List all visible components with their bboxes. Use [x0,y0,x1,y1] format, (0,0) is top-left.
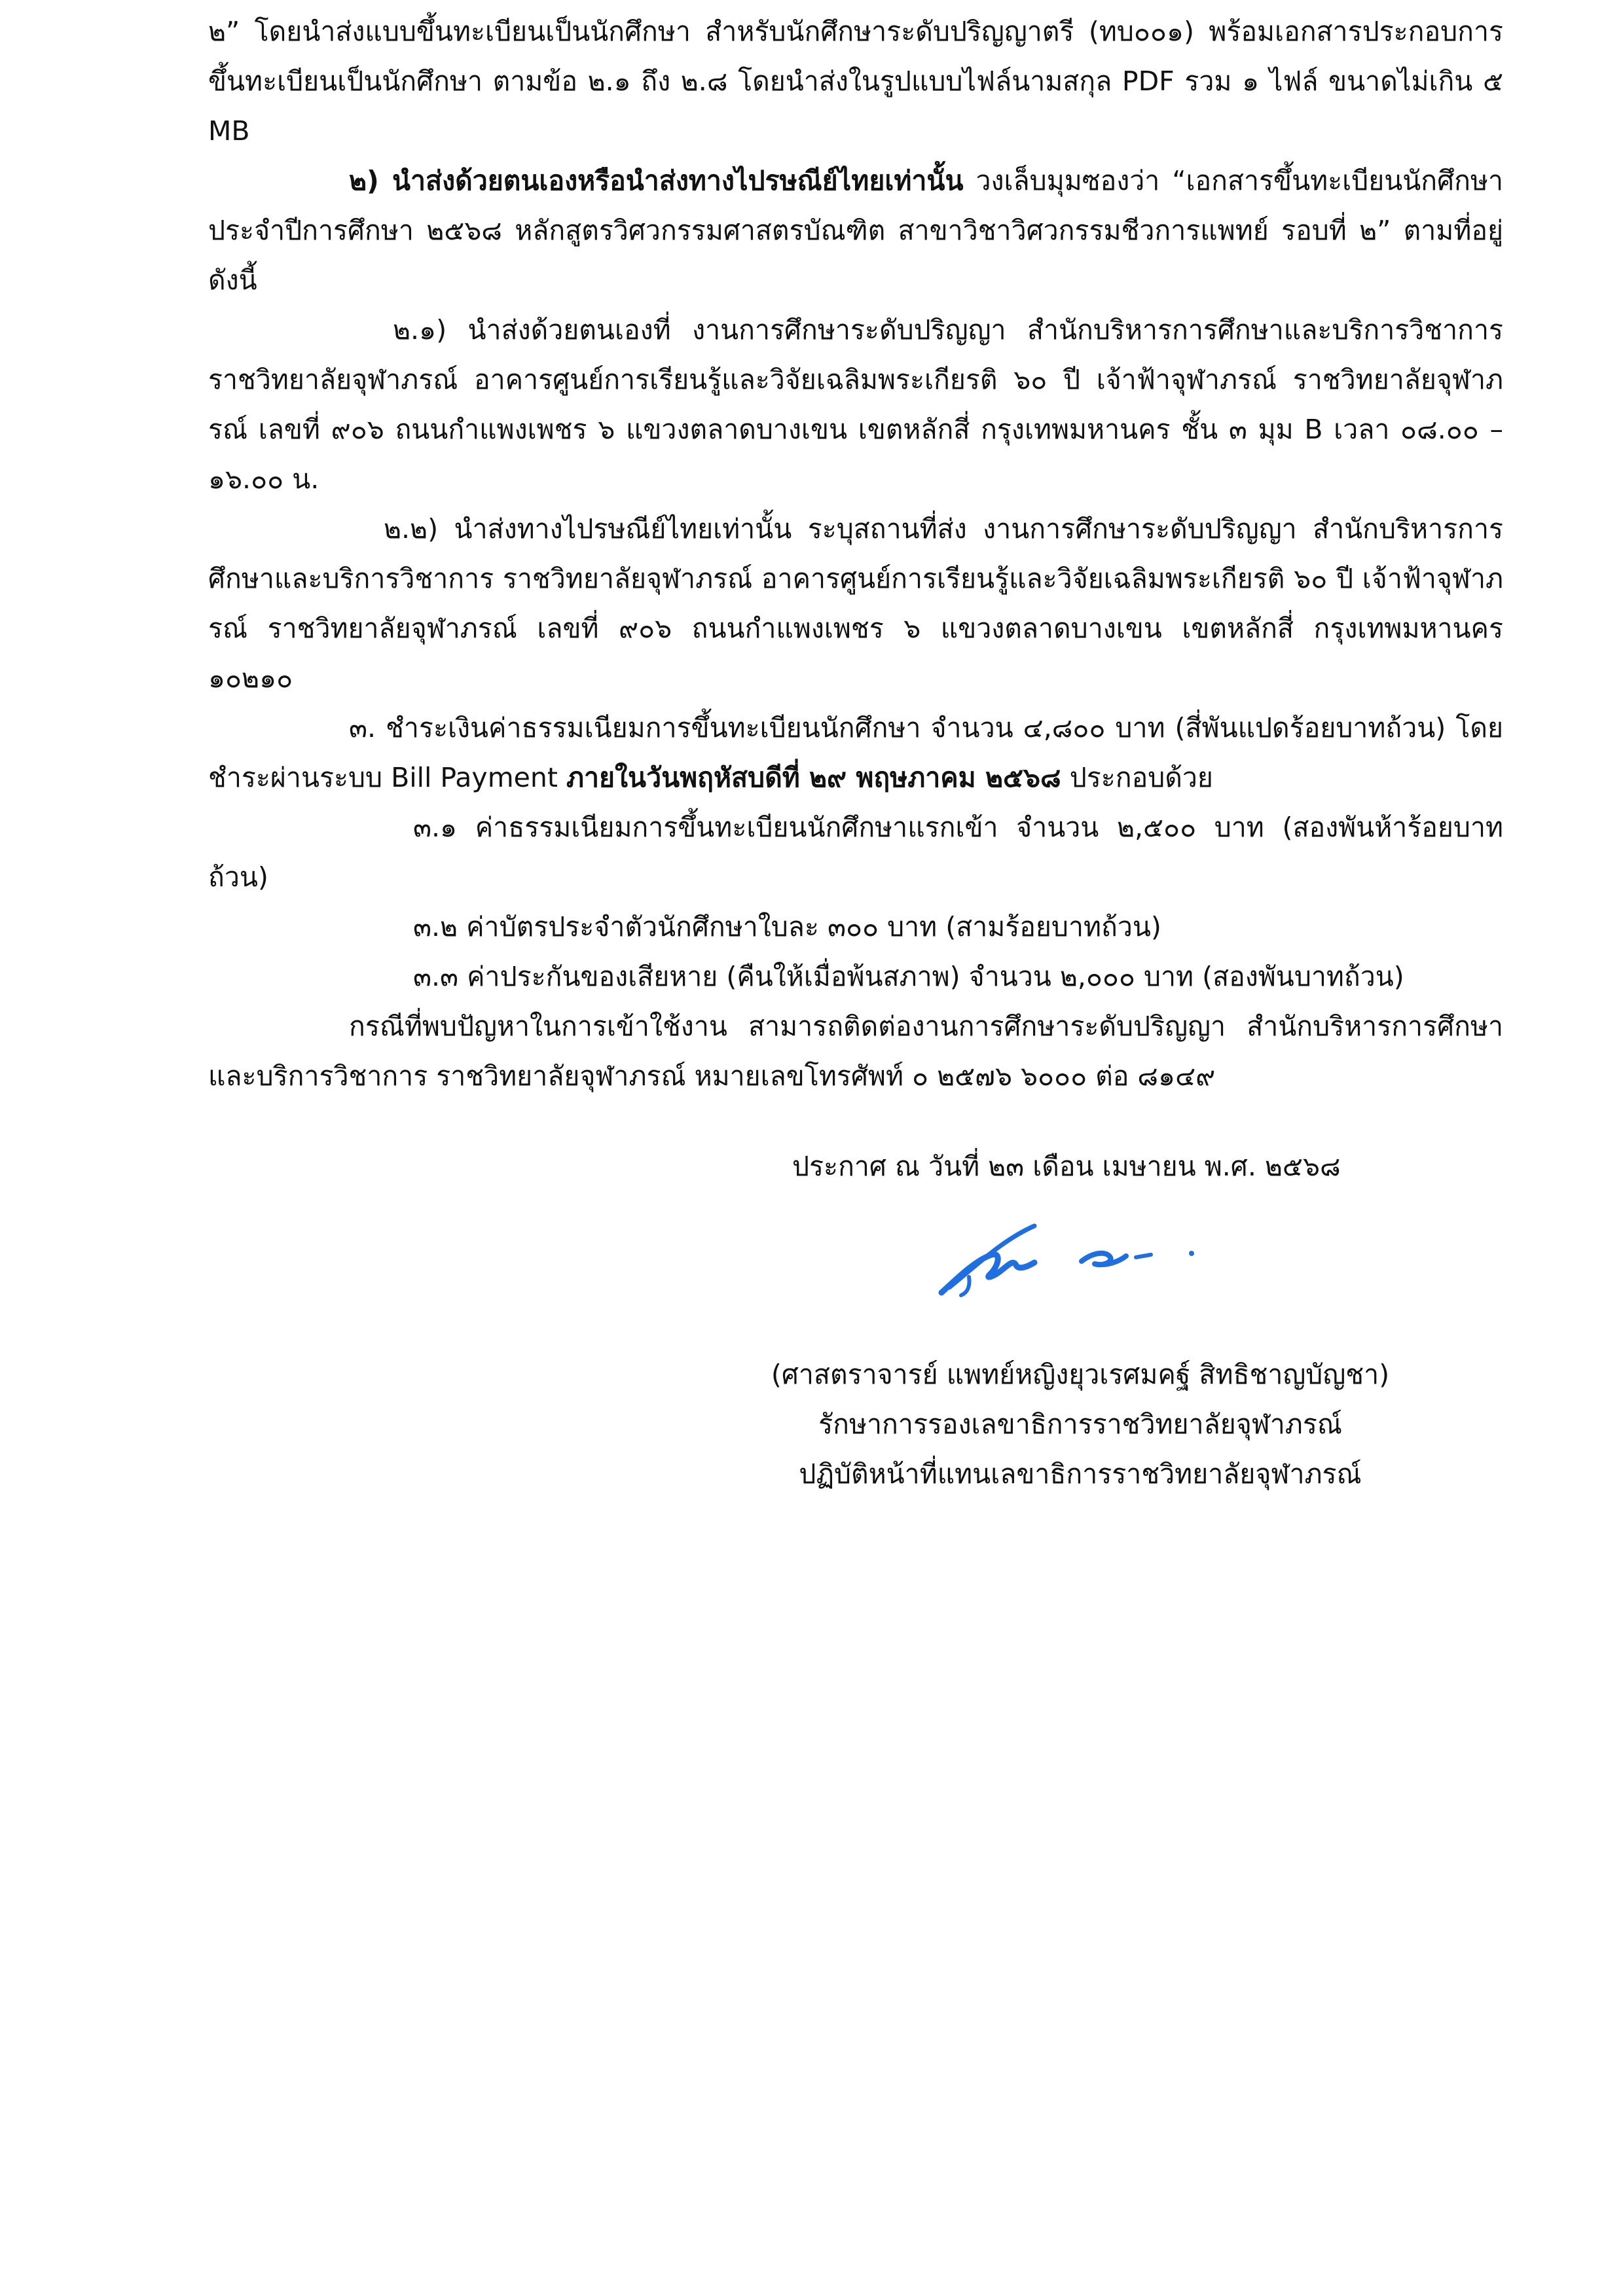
fee-item-registration: ๓.๑ ค่าธรรมเนียมการขึ้นทะเบียนนักศึกษาแรกเข้า จำนวน ๒,๕๐๐ บาท (สองพันห้าร้อยบาทถ้วน) [208,812,1503,893]
signatory-position-1: รักษาการรองเลขาธิการราชวิทยาลัยจุฬาภรณ์ [818,1408,1342,1440]
fee-payment-deadline: ภายในวันพฤหัสบดีที่ ๒๙ พฤษภาคม ๒๕๖๘ [566,762,1061,793]
paragraph-in-person-address: ๒.๑) นำส่งด้วยตนเองที่ งานการศึกษาระดับปริญญา สำนักบริหารการศึกษาและบริการวิชาการ ราชวิทยาลัยจุฬาภรณ์ อาคารศูนย์การเรียนรู้และวิจัยเฉลิมพระเกียรติ ๖๐ ปี เจ้าฟ้าจุฬาภรณ์ ราชวิทยาลัยจุฬาภรณ์ เลขที่ ๙๐๖ ถนนกำแพงเพชร ๖ แขวงตลาดบางเขน เขตหลักสี่ กรุงเทพมหานคร ชั้น ๓ มุม B เวลา ๐๘.๐๐ – ๑๖.๐๐ น. [208,314,1503,495]
paragraph-contact: กรณีที่พบปัญหาในการเข้าใช้งาน สามารถติดต่องานการศึกษาระดับปริญญา สำนักบริหารการศึกษาและบริการวิชาการ ราชวิทยาลัยจุฬาภรณ์ หมายเลขโทรศัพท์ ๐ ๒๕๗๖ ๖๐๐๐ ต่อ ๘๑๔๙ [208,1011,1503,1092]
fee-item-student-card: ๓.๒ ค่าบัตรประจำตัวนักศึกษาใบละ ๓๐๐ บาท (สามร้อยบาทถ้วน) [413,911,1161,942]
signatory-name: (ศาสตราจารย์ แพทย์หญิงยุวเรศมคฐ์ สิทธิชาญบัญชา) [771,1359,1390,1390]
fee-item-damage-deposit: ๓.๓ ค่าประกันของเสียหาย (คืนให้เมื่อพ้นสภาพ) จำนวน ๒,๐๐๐ บาท (สองพันบาทถ้วน) [413,961,1404,992]
handwritten-signature [930,1214,1205,1319]
fee-payment-suffix: ประกอบด้วย [1061,762,1213,793]
announcement-date: ประกาศ ณ วันที่ ๒๓ เดือน เมษายน พ.ศ. ๒๕๖๘ [792,1151,1341,1182]
mail-submission-heading: ๒) นำส่งด้วยตนเองหรือนำส่งทางไปรษณีย์ไทยเท่านั้น [349,165,964,196]
paragraph-mail-submission [208,156,1503,305]
paragraph-postal-address: ๒.๒) นำส่งทางไปรษณีย์ไทยเท่านั้น ระบุสถานที่ส่ง งานการศึกษาระดับปริญญา สำนักบริหารการศึกษาและบริการวิชาการ ราชวิทยาลัยจุฬาภรณ์ อาคารศูนย์การเรียนรู้และวิจัยเฉลิมพระเกียรติ ๖๐ ปี เจ้าฟ้าจุฬาภรณ์ ราชวิทยาลัยจุฬาภรณ์ เลขที่ ๙๐๖ ถนนกำแพงเพชร ๖ แขวงตลาดบางเขน เขตหลักสี่ กรุงเทพมหานคร ๑๐๒๑๐ [208,513,1503,694]
paragraph-online-submission: ๒” โดยนำส่งแบบขึ้นทะเบียนเป็นนักศึกษา สำหรับนักศึกษาระดับปริญญาตรี (ทบ๐๐๑) พร้อมเอกสารประกอบการขึ้นทะเบียนเป็นนักศึกษา ตามข้อ ๒.๑ ถึง ๒.๘ โดยนำส่งในรูปแบบไฟล์นามสกุล PDF รวม ๑ ไฟล์ ขนาดไม่เกิน ๕ MB [208,16,1503,147]
document-body [208,7,1503,1101]
fee-payment-text: ๓. ชำระเงินค่าธรรมเนียมการขึ้นทะเบียนนักศึกษา จำนวน ๔,๘๐๐ บาท (สี่พันแปดร้อยบาทถ้วน) โดยชำระผ่านระบบ Bill Payment [208,712,1503,793]
signatory-block [720,1350,1440,1499]
signatory-position-2: ปฏิบัติหน้าที่แทนเลขาธิการราชวิทยาลัยจุฬาภรณ์ [799,1458,1362,1490]
paragraph-fee-payment [208,703,1503,802]
mail-submission-text: วงเล็บมุมซองว่า “เอกสารขึ้นทะเบียนนักศึกษา ประจำปีการศึกษา ๒๕๖๘ หลักสูตรวิศวกรรมศาสตรบัณฑิต สาขาวิชาวิศวกรรมชีวการแพทย์ รอบที่ ๒” ตามที่อยู่ดังนี้ [208,165,1503,296]
